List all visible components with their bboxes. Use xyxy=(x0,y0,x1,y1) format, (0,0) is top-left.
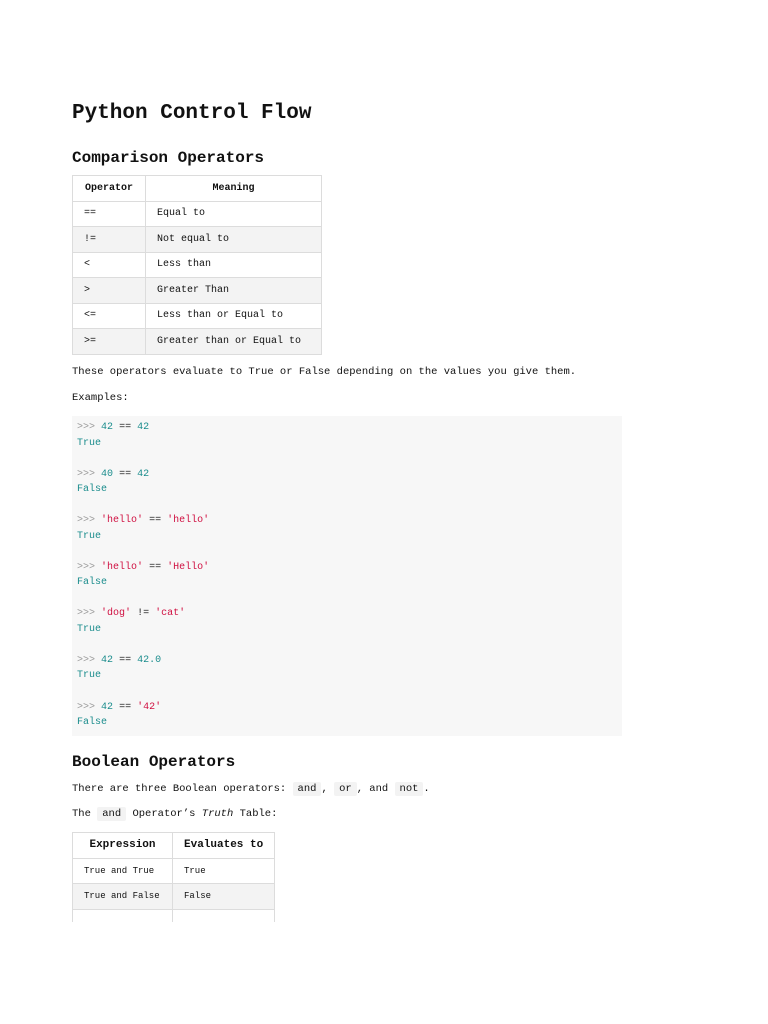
column-header-meaning: Meaning xyxy=(146,176,322,202)
code-input-line xyxy=(77,560,617,576)
prompt-marker: >>> xyxy=(77,561,96,573)
code-example xyxy=(77,700,617,747)
code-output-line: False xyxy=(77,717,108,729)
truth-table-caption xyxy=(72,808,277,820)
code-input-line xyxy=(77,420,617,436)
left-operand: 42 xyxy=(101,701,114,713)
code-example xyxy=(77,467,617,514)
meaning-cell: Greater Than xyxy=(146,278,322,304)
table-row xyxy=(73,201,322,227)
operator: == xyxy=(119,422,132,433)
left-operand: 42 xyxy=(101,654,114,666)
comparison-heading: Comparison Operators xyxy=(72,149,265,167)
prompt-marker: >>> xyxy=(77,608,96,620)
code-example xyxy=(77,513,617,560)
code-input-line xyxy=(77,467,617,483)
code-output-line: False xyxy=(77,484,108,496)
intro-text: There are three Boolean operators: xyxy=(72,783,293,795)
table-row xyxy=(73,329,322,355)
prompt-marker: >>> xyxy=(77,468,96,480)
column-header-operator: Operator xyxy=(73,176,146,202)
operator-cell: >= xyxy=(73,329,146,355)
operator: == xyxy=(119,701,132,713)
code-output-line: True xyxy=(77,437,102,449)
caption-prefix: The xyxy=(72,808,91,820)
right-operand: 42.0 xyxy=(137,654,162,666)
code-example xyxy=(77,606,617,653)
expression-cell: True and True xyxy=(73,858,173,884)
prompt-marker: >>> xyxy=(77,654,96,666)
separator: , xyxy=(321,783,328,795)
or-keyword: or xyxy=(334,782,357,796)
operator-cell: < xyxy=(73,252,146,278)
prompt-marker: >>> xyxy=(77,701,96,713)
right-operand: 'hello' xyxy=(167,515,210,527)
page-cutoff-area xyxy=(0,922,768,1024)
caption-mid: Operator’s xyxy=(132,808,196,820)
caption-suffix: Table: xyxy=(239,808,278,820)
code-example xyxy=(77,420,617,467)
result-cell: True xyxy=(173,858,275,884)
code-example xyxy=(77,560,617,607)
operator-cell: == xyxy=(73,201,146,227)
and-truth-table xyxy=(72,832,275,935)
not-keyword: not xyxy=(395,782,424,796)
table-row xyxy=(73,858,275,884)
left-operand: 'dog' xyxy=(101,608,132,620)
operator-cell: > xyxy=(73,278,146,304)
meaning-cell: Greater than or Equal to xyxy=(146,329,322,355)
expression-cell: True and False xyxy=(73,884,173,910)
right-operand: 'Hello' xyxy=(167,561,210,573)
code-output-line: True xyxy=(77,670,102,682)
table-row xyxy=(73,303,322,329)
operator: == xyxy=(149,515,162,527)
separator: , and xyxy=(356,783,389,795)
comparison-table xyxy=(72,175,322,355)
left-operand: 42 xyxy=(101,422,114,433)
column-header-evaluates: Evaluates to xyxy=(173,833,275,859)
operator: == xyxy=(149,561,162,573)
and-keyword: and xyxy=(293,782,322,796)
prompt-marker: >>> xyxy=(77,515,96,527)
operator-cell: <= xyxy=(73,303,146,329)
sentence-end: . xyxy=(423,783,430,795)
code-input-line xyxy=(77,606,617,622)
table-row xyxy=(73,884,275,910)
right-operand: 'cat' xyxy=(155,608,186,620)
right-operand: '42' xyxy=(137,701,162,713)
operator: == xyxy=(119,654,132,666)
table-header-row xyxy=(73,176,322,202)
meaning-cell: Equal to xyxy=(146,201,322,227)
meaning-cell: Less than xyxy=(146,252,322,278)
operator-cell: != xyxy=(73,227,146,253)
boolean-intro xyxy=(72,783,430,795)
table-row xyxy=(73,227,322,253)
table-row xyxy=(73,252,322,278)
examples-label: Examples: xyxy=(72,392,129,404)
code-example-block xyxy=(72,416,622,736)
meaning-cell: Not equal to xyxy=(146,227,322,253)
code-output-line: False xyxy=(77,577,108,589)
and-keyword: and xyxy=(97,807,126,821)
caption-italic: Truth xyxy=(201,808,234,820)
code-input-line xyxy=(77,700,617,716)
left-operand: 40 xyxy=(101,468,114,480)
operator: != xyxy=(137,608,150,620)
code-output-line: True xyxy=(77,623,102,635)
comparison-description: These operators evaluate to True or False depending on the values you give them. xyxy=(72,366,577,378)
column-header-expression: Expression xyxy=(73,833,173,859)
meaning-cell: Less than or Equal to xyxy=(146,303,322,329)
right-operand: 42 xyxy=(137,422,150,433)
boolean-heading: Boolean Operators xyxy=(72,753,236,771)
code-input-line xyxy=(77,653,617,669)
code-input-line xyxy=(77,513,617,529)
operator: == xyxy=(119,468,132,480)
code-example xyxy=(77,653,617,700)
left-operand: 'hello' xyxy=(101,561,144,573)
table-header-row xyxy=(73,833,275,859)
code-output-line: True xyxy=(77,530,102,542)
prompt-marker: >>> xyxy=(77,422,96,433)
left-operand: 'hello' xyxy=(101,515,144,527)
right-operand: 42 xyxy=(137,468,150,480)
table-row xyxy=(73,278,322,304)
page-title: Python Control Flow xyxy=(72,102,312,125)
result-cell: False xyxy=(173,884,275,910)
